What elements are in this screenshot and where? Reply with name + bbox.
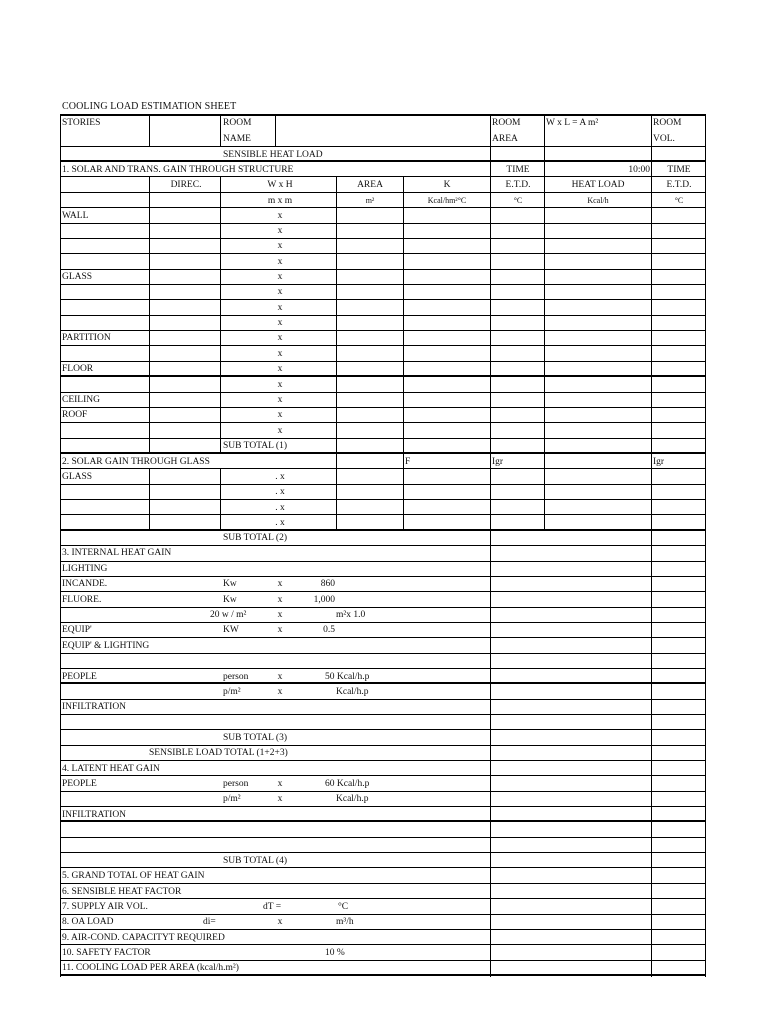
dt-label: dT = [263,902,282,912]
grid-rule [651,115,652,161]
col-k: K [443,180,451,190]
room-name-label: ROOM [223,118,252,128]
room-area-label-2: AREA [492,134,518,144]
grid-rule [60,375,706,377]
subtotal-3: SUB TOTAL (3) [223,733,287,743]
x-mark: x [277,272,283,282]
x-mark: x [277,349,283,359]
lighting-density: 20 w / m² [210,610,247,620]
label-glass: GLASS [62,272,93,282]
grid-rule [60,591,706,592]
x-mark: x [277,303,283,313]
x-mark: x [277,410,283,420]
grid-rule [275,115,276,146]
x-mark: . x [275,503,285,513]
grid-rule [60,345,706,346]
grid-rule [60,668,706,669]
grid-rule [60,361,706,362]
people-unit-latent: person [223,779,249,789]
unit-width-height: m x m [267,196,293,206]
label-roof: ROOF [62,410,88,420]
grid-rule [490,115,491,161]
x-mark: x [277,779,283,789]
deg-c-unit: °C [338,902,349,912]
per-area-label: 11. COOLING LOAD PER AREA (kcal/h.m²) [62,963,239,973]
grid-rule [60,407,706,408]
grid-rule [60,699,706,700]
x-mark: x [277,226,283,236]
supply-air-label: 7. SUPPLY AIR VOL. [62,902,148,912]
section4-title: 4. LATENT HEAT GAIN [62,764,160,774]
grid-rule [651,161,652,453]
sheet-title: COOLING LOAD ESTIMATION SHEET [62,101,237,112]
grid-rule [60,315,706,316]
area-formula: W x L = A m² [546,118,599,128]
x-mark: x [277,687,283,697]
grid-rule [651,453,652,977]
label-equip-lighting: EQUIP' & LIGHTING [62,641,150,651]
x-mark: x [277,364,283,374]
label-equip: EQUIP' [62,625,92,635]
grid-rule [403,176,404,453]
grid-rule [705,115,706,977]
unit-k: Kcal/hm²°C [427,196,467,205]
grid-rule [60,115,61,977]
grid-rule [60,561,706,562]
grid-rule [60,791,706,792]
incande-unit: Kw [223,579,237,589]
stories-label: STORIES [62,118,101,128]
equip-factor: 0.5 [323,625,335,635]
x-mark: x [277,241,283,251]
grid-rule [60,238,706,239]
grid-rule [60,622,706,623]
x-mark: x [277,211,283,221]
grid-rule [60,883,706,884]
grid-rule [149,176,150,453]
label-ceiling: CEILING [62,395,100,405]
label-glass-2: GLASS [62,472,93,482]
people-factor-2: Kcal/h.p [336,687,369,697]
x-mark: . x [275,518,285,528]
x-mark: x [277,333,283,343]
grid-rule [60,637,706,638]
col-etd: E.T.D. [505,180,531,190]
grid-rule [60,269,706,270]
m3h-unit: m³/h [336,917,354,927]
grid-rule [60,852,706,853]
oa-load-label: 8. OA LOAD [62,917,114,927]
grid-rule [60,929,706,930]
time-value: 10:00 [628,165,650,175]
x-mark: x [277,672,283,682]
unit-etd-2: °C [674,196,684,205]
grid-rule [220,468,221,530]
igr-label: Igr [492,457,504,467]
grid-rule [60,729,706,730]
incande-factor: 860 [320,579,335,589]
grid-rule [60,576,706,577]
col-direction: DIREC. [170,180,202,190]
sensible-load-total: SENSIBLE LOAD TOTAL (1+2+3) [149,748,288,758]
people-unit: person [223,672,249,682]
label-floor: FLOOR [62,364,94,374]
subtotal-2: SUB TOTAL (2) [223,533,287,543]
subtotal-1: SUB TOTAL (1) [223,441,287,451]
label-partition: PARTITION [62,333,111,343]
label-lighting: LIGHTING [62,564,108,574]
time-label-2: TIME [667,165,691,175]
safety-factor-label: 10. SAFETY FACTOR [62,948,151,958]
grid-rule [60,714,706,715]
grid-rule [544,453,545,530]
col-area: AREA [357,180,383,190]
unit-etd: °C [513,196,523,205]
x-mark: x [277,625,283,635]
grid-rule [60,299,706,300]
label-incande: INCANDE. [62,579,108,589]
people-factor-latent: 60 Kcal/h.p [325,779,370,789]
grid-rule [60,760,706,761]
di-label: di= [203,917,216,927]
label-fluore: FLUORE. [62,595,102,605]
fluore-factor: 1,000 [313,595,335,605]
grid-rule [60,452,706,454]
grid-rule [544,115,545,161]
capacity-label: 9. AIR-COND. CAPACITYT REQUIRED [62,933,225,943]
x-mark: x [277,579,283,589]
x-mark: x [277,257,283,267]
x-mark: x [277,794,283,804]
people-factor: 50 Kcal/h.p [325,672,370,682]
igr-label-2: Igr [653,457,665,467]
time-label: TIME [506,165,530,175]
grid-rule [60,499,706,500]
col-etd-2: E.T.D. [666,180,692,190]
grid-rule [60,192,706,193]
grid-rule [220,115,221,146]
grid-rule [336,453,337,530]
col-heat-load: HEAT LOAD [571,180,625,190]
x-mark: . x [275,487,285,497]
grid-rule [60,223,706,224]
label-infiltration-latent: INFILTRATION [62,810,127,820]
room-vol-label-2: VOL. [653,134,675,144]
x-mark: x [277,318,283,328]
x-mark: x [277,287,283,297]
grid-rule [544,161,545,453]
grid-rule [60,806,706,807]
grand-total-label: 5. GRAND TOTAL OF HEAT GAIN [62,871,205,881]
grid-rule [60,867,706,868]
room-area-label: ROOM [492,118,521,128]
subtotal-4: SUB TOTAL (4) [223,856,287,866]
people-density-latent: p/m² [223,794,241,804]
grid-rule [60,146,706,147]
grid-rule [60,438,706,439]
grid-rule [60,914,706,915]
sensible-heat-heading: SENSIBLE HEAT LOAD [223,150,323,160]
grid-rule [60,514,706,515]
col-width-height: W x H [267,180,293,190]
equip-unit: KW [223,625,239,635]
label-infiltration: INFILTRATION [62,702,127,712]
grid-rule [60,253,706,254]
grid-rule [60,284,706,285]
section3-title: 3. INTERNAL HEAT GAIN [62,548,172,558]
grid-rule [220,176,221,453]
grid-rule [490,453,491,977]
grid-rule [60,160,706,162]
unit-area: m² [365,196,375,205]
sensible-heat-factor-label: 6. SENSIBLE HEAT FACTOR [62,887,182,897]
people-density: p/m² [223,687,241,697]
f-label: F [405,457,411,467]
grid-rule [60,653,706,654]
room-name-label-2: NAME [223,134,251,144]
unit-heat-load: Kcal/h [587,196,609,205]
grid-rule [60,484,706,485]
fluore-unit: Kw [223,595,237,605]
grid-rule [60,607,706,608]
grid-rule [60,114,706,116]
density-factor: m²x 1.0 [336,610,366,620]
grid-rule [60,207,706,208]
grid-rule [336,176,337,453]
section1-title: 1. SOLAR AND TRANS. GAIN THROUGH STRUCTURE [62,165,294,175]
grid-rule [60,529,706,531]
grid-rule [149,468,150,530]
grid-rule [490,161,491,453]
x-mark: x [277,395,283,405]
label-people-latent: PEOPLE [62,779,97,789]
room-vol-label: ROOM [653,118,682,128]
people-factor-latent-2: Kcal/h.p [336,794,369,804]
cooling-load-table [60,115,706,978]
grid-rule [60,682,706,684]
safety-factor-value: 10 % [325,948,345,958]
label-wall: WALL [62,211,89,221]
x-mark: x [277,426,283,436]
grid-rule [60,837,706,838]
grid-rule [149,115,150,146]
x-mark: . x [275,472,285,482]
grid-rule [60,422,706,423]
x-mark: x [277,917,283,927]
grid-rule [60,330,706,331]
x-mark: x [277,595,283,605]
label-people: PEOPLE [62,672,97,682]
x-mark: x [277,610,283,620]
grid-rule [60,392,706,393]
grid-rule [403,453,404,530]
section2-title: 2. SOLAR GAIN THROUGH GLASS [62,457,210,467]
x-mark: x [277,380,283,390]
grid-rule [60,820,706,822]
